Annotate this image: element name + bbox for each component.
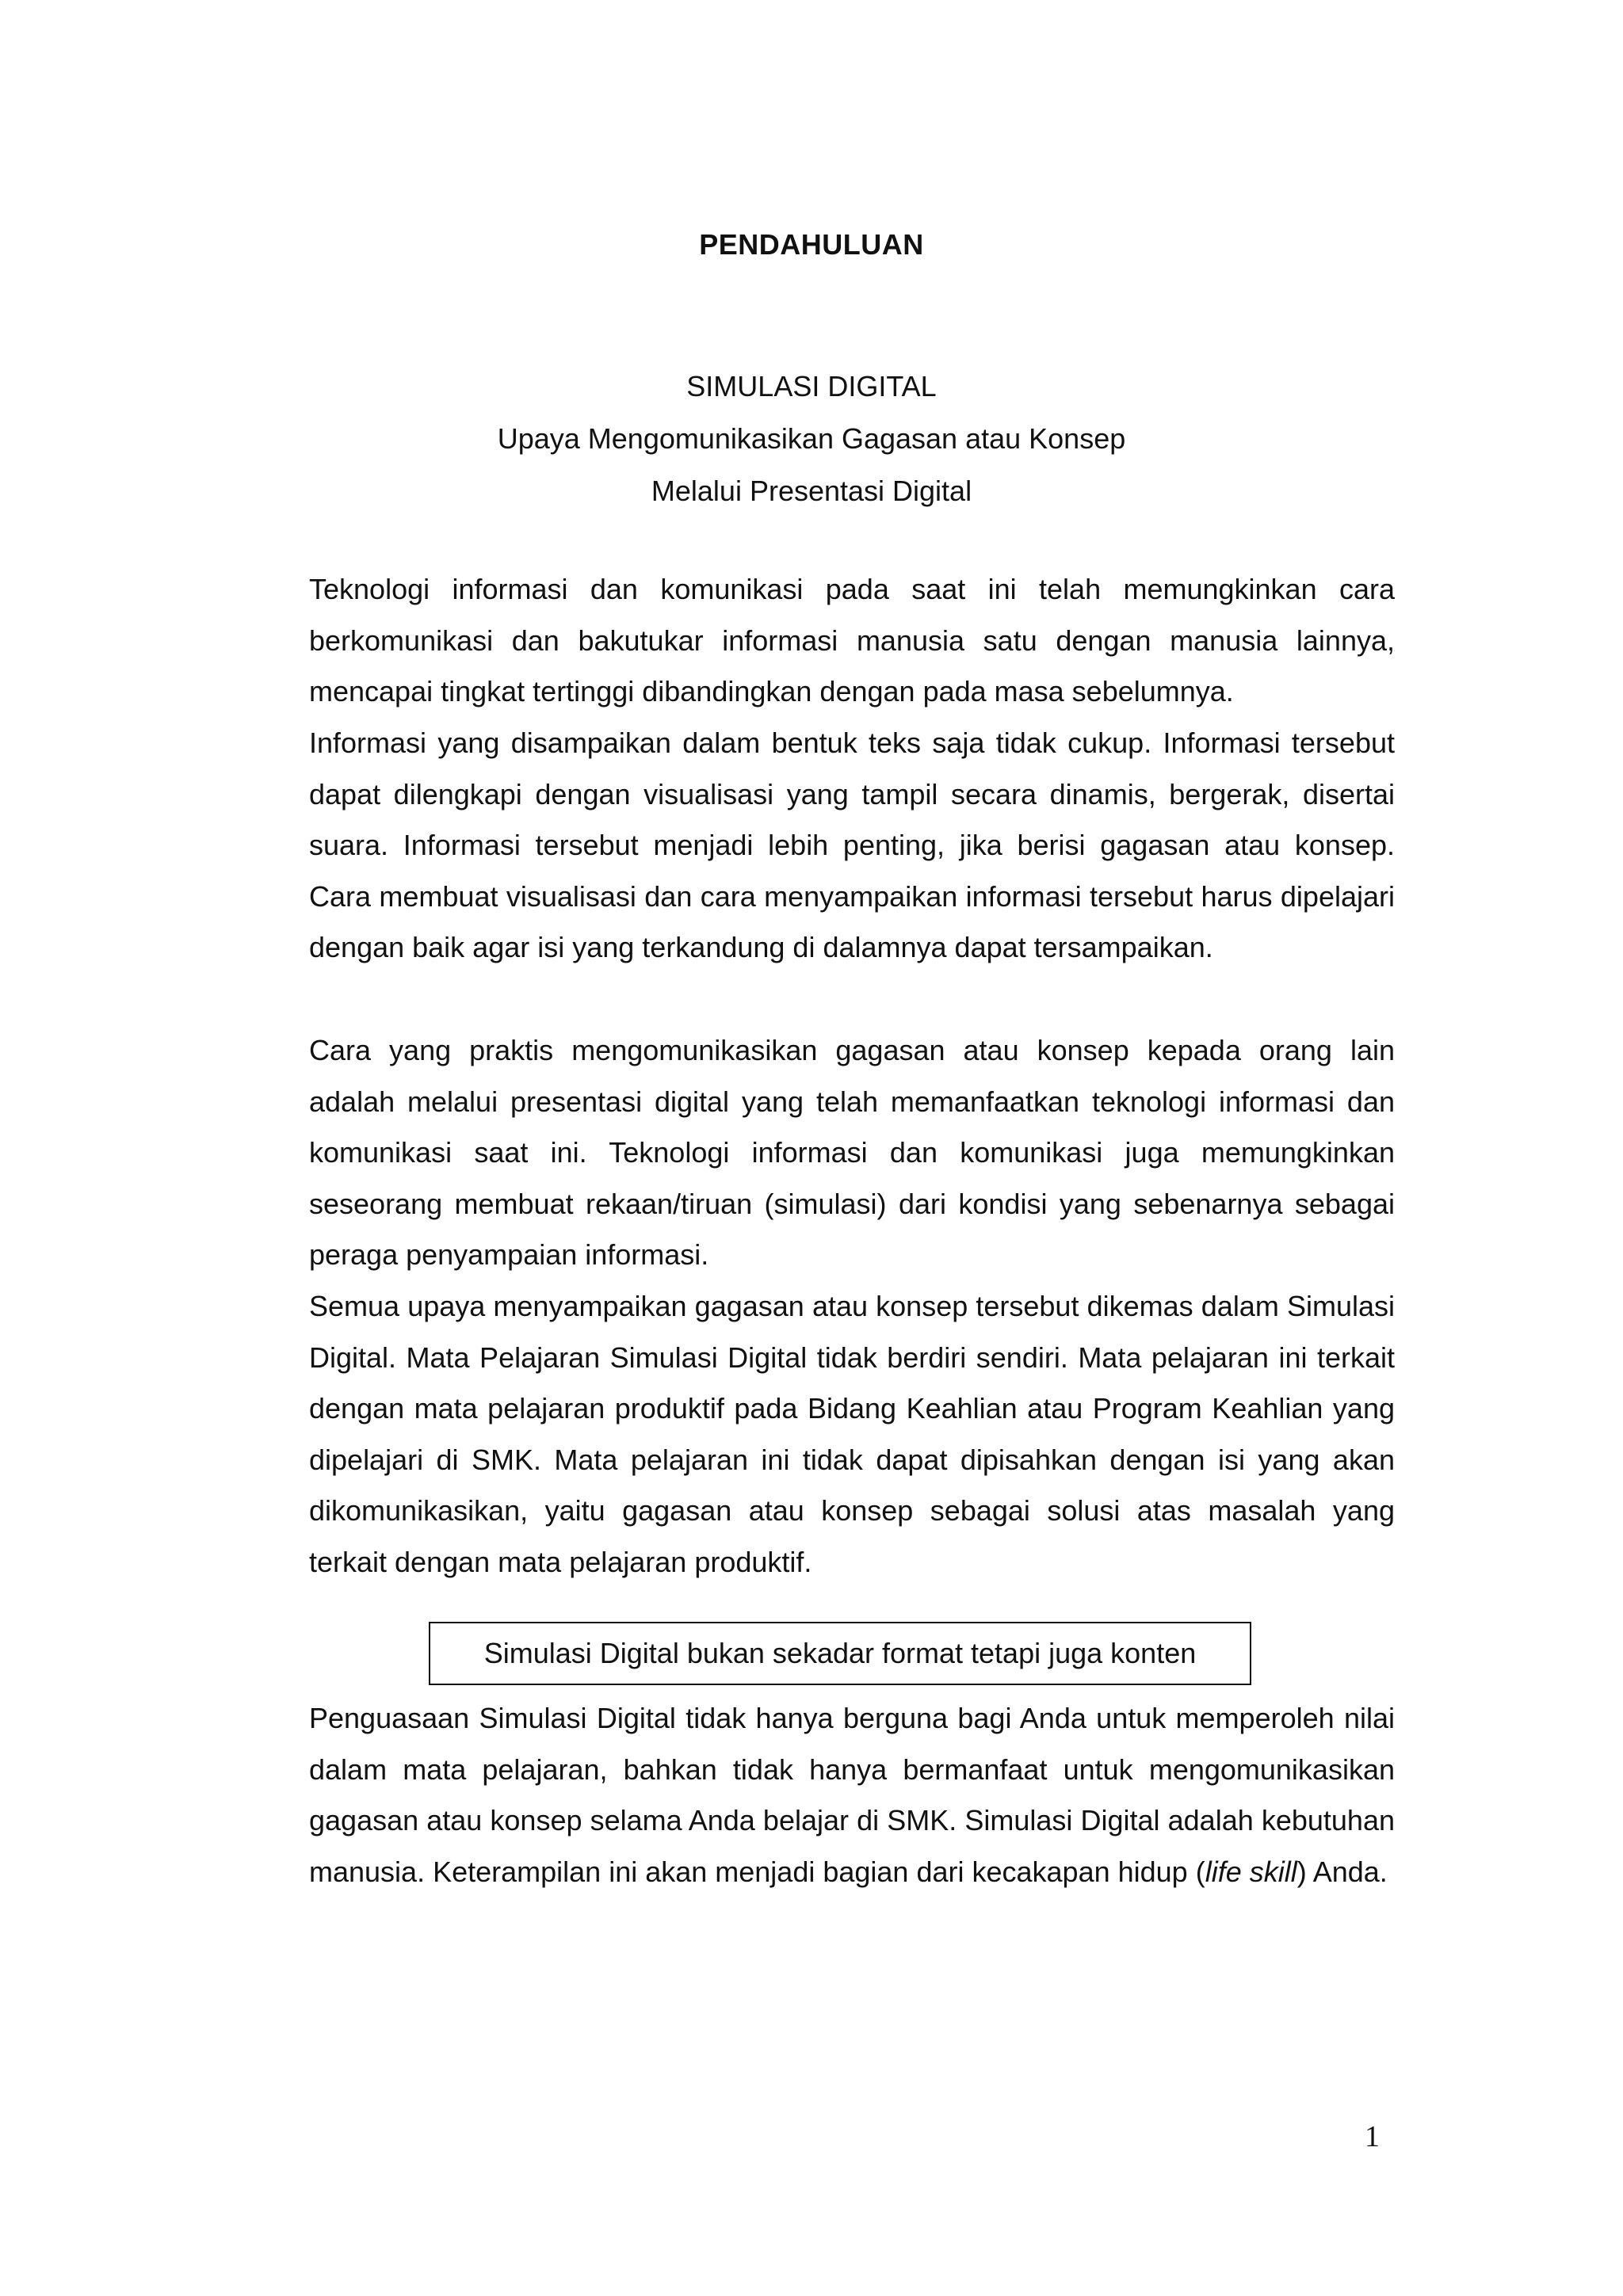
paragraph-5-tail: ) Anda. [1296, 1855, 1388, 1888]
subtitle-line-1: SIMULASI DIGITAL [686, 370, 937, 402]
callout-text: Simulasi Digital bukan sekadar format tetapi juga konten [483, 1637, 1197, 1669]
page-title: PENDAHULUAN [699, 228, 924, 261]
paragraph-2: Informasi yang disampaikan dalam bentuk teks saja tidak cukup. Informasi tersebut dapat dilengkapi dengan visualisasi yang tampil secara dinamis, bergerak, disertai suara. Informasi tersebut menjadi lebih penting, jika berisi gagasan atau konsep. Cara membuat visualisasi dan cara menyampaikan informasi tersebut harus dipelajari dengan baik agar isi yang terkandung di dalamnya dapat tersampaikan. [309, 727, 1395, 963]
paragraph-5 [309, 1693, 1395, 1897]
paragraph-3: Cara yang praktis mengomunikasikan gagasan atau konsep kepada orang lain adalah melalui presentasi digital yang telah memanfaatkan teknologi informasi dan komunikasi saat ini. Teknologi informasi dan komunikasi juga memungkinkan seseorang membuat rekaan/tiruan (simulasi) dari kondisi yang sebenarnya sebagai peraga penyampaian informasi. [309, 1034, 1395, 1271]
life-skill-term: life skill [1205, 1855, 1297, 1888]
page-number: 1 [1365, 2120, 1380, 2153]
callout-box [429, 1622, 1251, 1685]
subtitle-line-2: Upaya Mengomunikasikan Gagasan atau Konsep [497, 422, 1126, 455]
paragraph-5-text: Penguasaan Simulasi Digital tidak hanya berguna bagi Anda untuk memperoleh nilai dalam mata pelajaran, bahkan tidak hanya bermanfaat untuk mengomunikasikan gagasan atau konsep selama Anda belajar di SMK. Simulasi Digital adalah kebutuhan manusia. Keterampilan ini akan menjadi bagian dari kecakapan hidup ( [309, 1702, 1395, 1888]
paragraph-1: Teknologi informasi dan komunikasi pada saat ini telah memungkinkan cara berkomunikasi dan bakutukar informasi manusia satu dengan manusia lainnya, mencapai tingkat tertinggi dibandingkan dengan pada masa sebelumnya. [309, 573, 1395, 707]
paragraph-4: Semua upaya menyampaikan gagasan atau konsep tersebut dikemas dalam Simulasi Digital. Mata Pelajaran Simulasi Digital tidak berdiri sendiri. Mata pelajaran ini terkait dengan mata pelajaran produktif pada Bidang Keahlian atau Program Keahlian yang dipelajari di SMK. Mata pelajaran ini tidak dapat dipisahkan dengan isi yang akan dikomunikasikan, yaitu gagasan atau konsep sebagai solusi atas masalah yang terkait dengan mata pelajaran produktif. [309, 1290, 1395, 1578]
subtitle-block [0, 360, 1623, 517]
subtitle-line-3: Melalui Presentasi Digital [651, 475, 972, 507]
